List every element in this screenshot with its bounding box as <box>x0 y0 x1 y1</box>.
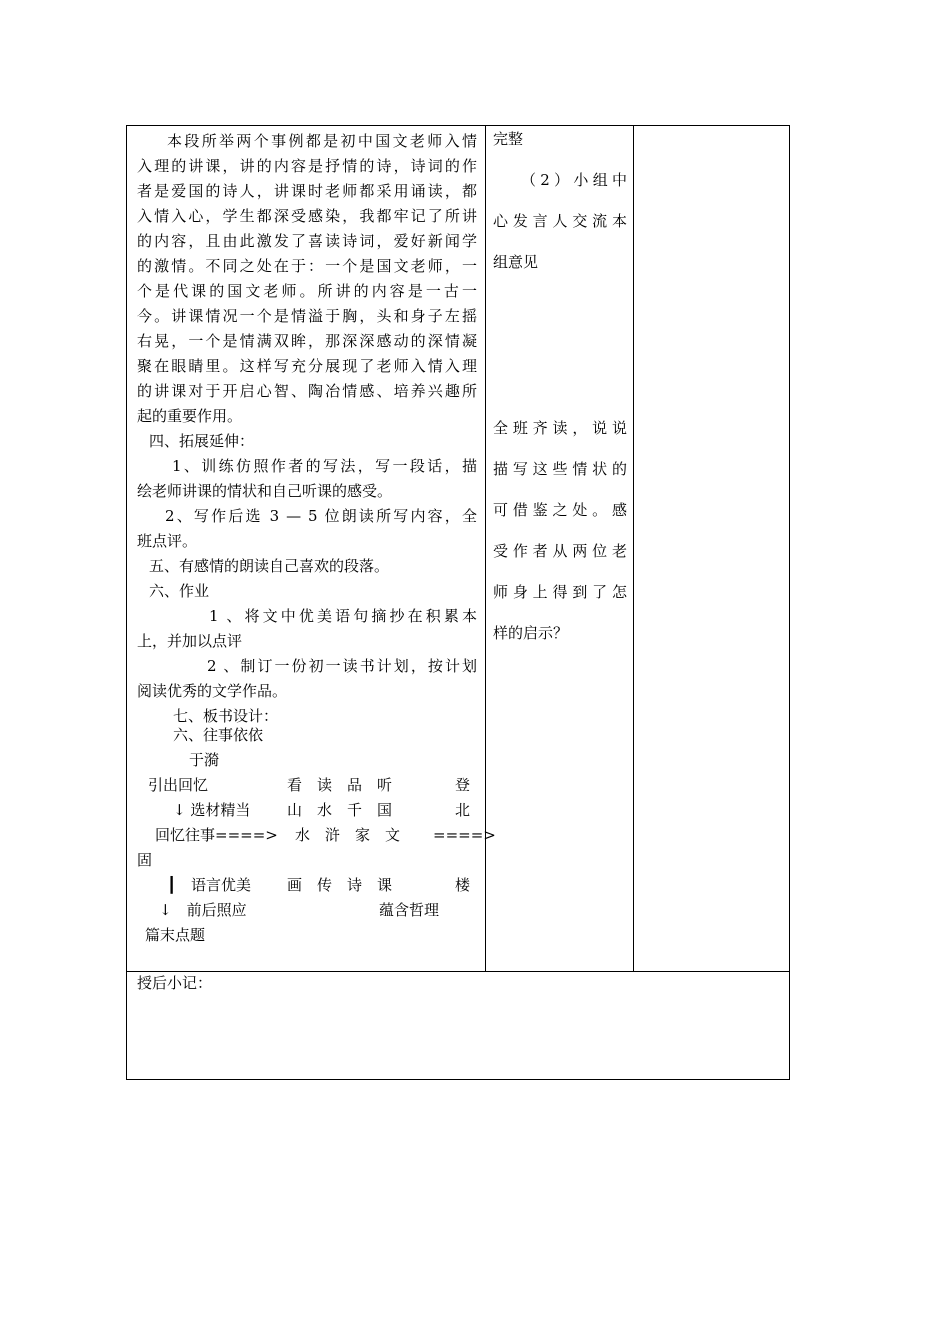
after-class-note: 授后小记： <box>137 974 213 992</box>
paragraph-line: 聚在眼睛里。这样写充分展现了老师入情入理 <box>137 357 477 375</box>
activity-line: 可借鉴之处。感 <box>493 501 627 519</box>
activity-line: 师身上得到了怎 <box>493 583 627 601</box>
board-text: 回忆往事====> <box>155 826 278 844</box>
board-author: 于漪 <box>189 751 220 769</box>
activity-line: 全班齐读，说说 <box>493 419 627 437</box>
board-text: 蕴含哲理 <box>379 901 440 919</box>
row-divider <box>127 971 789 972</box>
section-heading: 六、作业 <box>149 582 210 600</box>
board-text: 山 水 千 国 <box>287 801 393 819</box>
board-text: ↓ 前后照应 <box>159 901 247 919</box>
board-text: 画 传 诗 课 <box>287 876 393 894</box>
board-title: 六、往事依依 <box>173 726 264 744</box>
activity-line: （2）小组中 <box>521 171 627 189</box>
homework-line: 1 、将文中优美语句摘抄在积累本 <box>209 607 477 625</box>
lesson-table <box>126 125 790 1080</box>
main-column <box>137 129 477 729</box>
homework-line: 2 、制订一份初一读书计划，按计划 <box>207 657 477 675</box>
paragraph-line: 右晃，一个是情满双眸，那深深感动的深情凝 <box>137 332 477 350</box>
board-text: 固 <box>137 851 153 869</box>
section-heading: 四、拓展延伸： <box>149 432 255 450</box>
board-text: 水 浒 家 文 <box>295 826 401 844</box>
paragraph-line: 起的重要作用。 <box>137 407 243 425</box>
activity-line: 描写这些情状的 <box>493 460 627 478</box>
activity-column-lower <box>493 408 627 654</box>
board-text: 北 <box>455 801 471 819</box>
section-heading: 七、板书设计： <box>173 707 279 725</box>
board-text: 引出回忆 <box>148 776 209 794</box>
board-text: 看 读 品 听 <box>287 776 393 794</box>
paragraph-line: 的激情。不同之处在于：一个是国文老师，一 <box>137 257 477 275</box>
board-text: 楼 <box>455 876 471 894</box>
board-text: 登 <box>455 776 471 794</box>
column-divider-2 <box>633 126 634 971</box>
paragraph-line: 本段所举两个事例都是初中国文老师入情 <box>167 132 477 150</box>
task-line: 1、训练仿照作者的写法，写一段话，描 <box>172 457 477 475</box>
paragraph-line: 今。讲课情况一个是情溢于胸，头和身子左摇 <box>137 307 477 325</box>
task-line: 绘老师讲课的情状和自己听课的感受。 <box>137 482 393 500</box>
task-line: 班点评。 <box>137 532 198 550</box>
activity-line: 样的启示？ <box>493 624 569 642</box>
activity-line: 完整 <box>493 130 524 148</box>
activity-line: 心发言人交流本 <box>493 212 627 230</box>
section-heading: 五、有感情的朗读自己喜欢的段落。 <box>149 557 390 575</box>
board-text: ↓ 选材精当 <box>173 801 251 819</box>
activity-line: 受作者从两位老 <box>493 542 627 560</box>
homework-line: 阅读优秀的文学作品。 <box>137 682 288 700</box>
activity-line: 组意见 <box>493 253 539 271</box>
board-text: ====> <box>433 826 496 844</box>
board-text: ┃ 语言优美 <box>167 876 252 894</box>
homework-line: 上，并加以点评 <box>137 632 243 650</box>
paragraph-line: 入情入心，学生都深受感染，我都牢记了所讲 <box>137 207 477 225</box>
paragraph-line: 者是爱国的诗人，讲课时老师都采用诵读，都 <box>137 182 477 200</box>
board-text: 篇末点题 <box>145 926 206 944</box>
activity-column <box>493 119 627 283</box>
paragraph-line: 个是代课的国文老师。所讲的内容是一古一 <box>137 282 477 300</box>
paragraph-line: 的内容，且由此激发了喜读诗词，爱好新闻学 <box>137 232 477 250</box>
paragraph-line: 入理的讲课，讲的内容是抒情的诗，诗词的作 <box>137 157 477 175</box>
paragraph-line: 的讲课对于开启心智、陶冶情感、培养兴趣所 <box>137 382 477 400</box>
task-line: 2、写作后选 3 — 5 位朗读所写内容，全 <box>165 507 477 525</box>
